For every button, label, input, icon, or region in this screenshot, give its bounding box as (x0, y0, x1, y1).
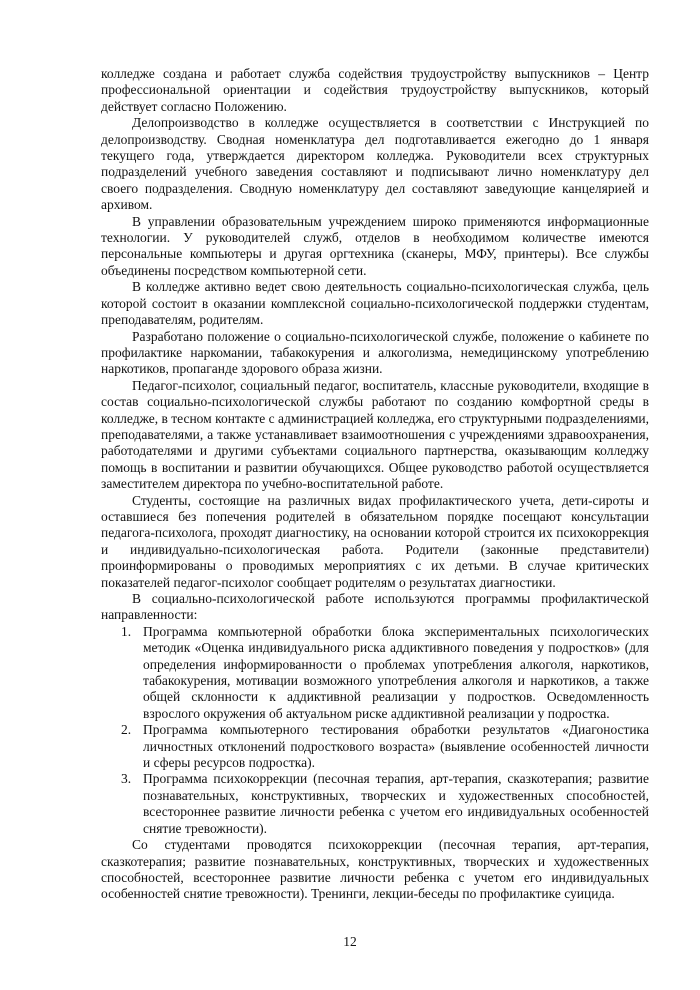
list-item-text: Программа компьютерной обработки блока экспериментальных психологических методик «Оценка индивидуального риска аддиктивного поведения у подростков» (для определения информированности о проблемах употребления алкоголя, наркотиков, табакокурения, мотивации возможного употребления алкоголя и наркотиков, а также общей склонности к аддиктивной реализации у подростков. Осведомленность взрослого окружения об актуальном риске аддиктивной реализации у подростка. (143, 623, 649, 721)
paragraph-programs-intro: В социально-психологической работе используются программы профилактической направленности: (101, 591, 649, 623)
list-item-text: Программа компьютерного тестирования обработки результатов «Диагоностика личностных отклонений подросткового возраста» (выявление особенностей личности и сферы ресурсов подростка). (143, 722, 649, 771)
list-item-number: 3. (121, 771, 132, 787)
paragraph-regulations: Разработано положение о социально-психологической службе, положение о кабинете по профилактике наркомании, табакокурения и алкоголизма, немедицинскому употреблению наркотиков, пропаганде здорового образа жизни. (101, 328, 649, 377)
paragraph-information-technologies: В управлении образовательным учреждением широко применяются информационные технологии. У руководителей служб, отделов в необходимом количестве имеются персональные компьютеры и другая оргтехника (сканеры, МФУ, принтеры). Все службы объединены посредством компьютерной сети. (101, 213, 649, 278)
paragraph-psychological-service: В колледже активно ведет свою деятельность социально-психологическая служба, цель которой состоит в оказании комплексной социально-психологической поддержки студентам, преподавателям, родителям. (101, 279, 649, 328)
list-item-number: 2. (121, 722, 132, 738)
paragraph-service-staff: Педагог-психолог, социальный педагог, воспитатель, классные руководители, входящие в состав социально-психологической службы работают по созданию комфортной среды в колледже, в тесном контакте с администрацией колледжа, его структурными подразделениями, преподавателями, а также устанавливает взаимоотношения с учреждениями здравоохранения, работодателями и другими субъектами социального партнерства, оказывающим колледжу помощь в воспитании и развитии обучающихся. Общее руководство работой осуществляется заместителем директора по учебно-воспитательной работе. (101, 377, 650, 492)
paragraph-career-center: колледже создана и работает служба содействия трудоустройству выпускников – Центр профессиональной ориентации и содействия трудоустройству выпускников, который действует согласно Положению. (101, 66, 649, 114)
page-number: 12 (343, 934, 357, 949)
programs-list (101, 624, 649, 837)
list-item (101, 771, 649, 837)
list-item (101, 722, 649, 771)
list-item (101, 624, 649, 722)
paragraph-records-management: Делопроизводство в колледже осуществляется в соответствии с Инструкцией по делопроизводству. Сводная номенклатура дел подготавливается ежегодно до 1 января текущего года, утверждается директором колледжа. Руководители всех структурных подразделений учебного заведения составляют и подписывают лично номенклатуру дел своего подразделения. Сводную номенклатуру дел составляют заведующие канцелярией и архивом. (101, 115, 649, 213)
paragraph-psychocorrection: Со студентами проводятся психокоррекции (песочная терапия, арт-терапия, сказкотерапия; развитие познавательных, конструктивных, творческих и художественных способностей, всестороннее развитие личности ребенка с учетом его индивидуальных особенностей снятие тревожности). Тренинги, лекции-беседы по профилактике суицида. (101, 837, 649, 902)
paragraph-students-diagnostics: Студенты, состоящие на различных видах профилактического учета, дети-сироты и оставшиеся без попечения родителей в обязательном порядке посещают консультации педагога-психолога, проходят диагностику, на основании которой строится их психокоррекция и индивидуально-психологическая работа. Родители (законные представители) проинформированы о проводимых мероприятиях с их детьми. В случае критических показателей педагог-психолог сообщает родителям о результатах диагностики. (101, 492, 649, 590)
list-item-text: Программа психокоррекции (песочная терапия, арт-терапия, сказкотерапия; развитие познавательных, конструктивных, творческих и художественных способностей, всестороннее развитие личности ребенка с учетом его индивидуальных особенностей снятие тревожности). (143, 771, 649, 836)
list-item-number: 1. (121, 623, 132, 639)
document-page (101, 66, 649, 903)
